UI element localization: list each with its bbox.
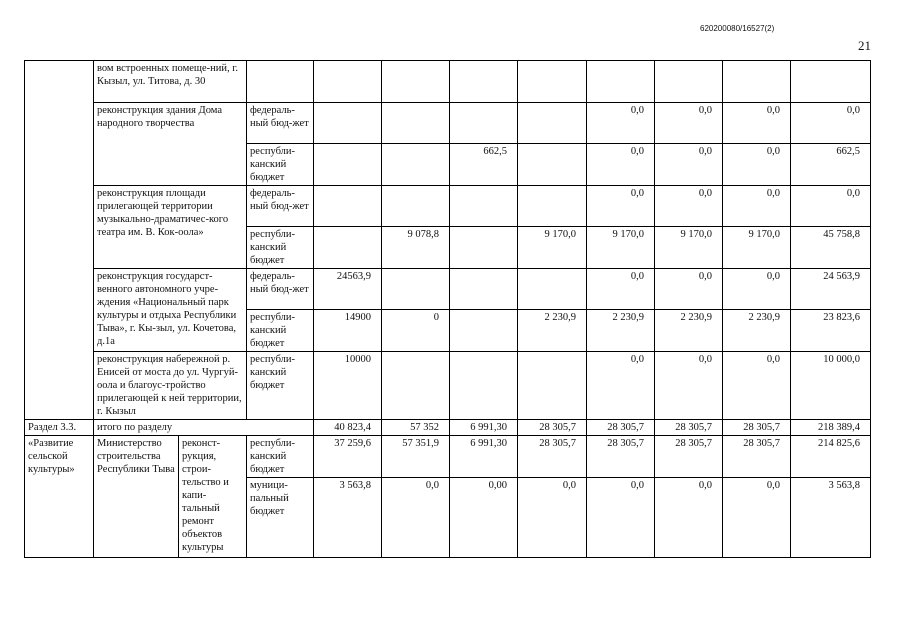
value-cell: 24563,9 [314, 269, 382, 310]
value-cell: 28 305,7 [587, 436, 655, 478]
funding-source: муници-пальный бюджет [247, 478, 314, 558]
value-cell [450, 103, 518, 144]
funding-source: федераль-ный бюд-жет [247, 103, 314, 144]
table-row [25, 436, 871, 478]
value-cell: 3 563,8 [314, 478, 382, 558]
value-cell [518, 144, 587, 186]
value-cell: 2 230,9 [518, 310, 587, 352]
funding-source: республи-канский бюджет [247, 144, 314, 186]
object-name: реконструкция государст-венного автономного учре-ждения «Национальный парк культуры и отдыха Республики Тыва», г. Кы-зыл, ул. Кочетова, д.1а [94, 269, 247, 352]
object-name: реконструкция здания Дома народного творчества [94, 103, 247, 186]
value-cell: 0,0 [587, 186, 655, 227]
value-cell: 9 078,8 [382, 227, 450, 269]
value-cell: 0,0 [655, 269, 723, 310]
value-cell: 0,0 [587, 352, 655, 420]
value-cell: 2 230,9 [587, 310, 655, 352]
value-cell [314, 227, 382, 269]
value-cell: 57 352 [382, 420, 450, 436]
funding-source: республи-канский бюджет [247, 310, 314, 352]
budget-table [24, 60, 871, 558]
value-cell [518, 269, 587, 310]
value-cell: 28 305,7 [655, 420, 723, 436]
value-cell: 0,0 [518, 478, 587, 558]
value-cell: 57 351,9 [382, 436, 450, 478]
value-cell: 0,0 [723, 103, 791, 144]
value-cell: 14900 [314, 310, 382, 352]
value-cell: 28 305,7 [587, 420, 655, 436]
page-number: 21 [858, 38, 871, 53]
value-cell: 0,0 [655, 103, 723, 144]
value-cell: 662,5 [791, 144, 871, 186]
section-cell-empty [25, 352, 94, 420]
value-cell: 3 563,8 [791, 478, 871, 558]
value-cell: 0,0 [587, 103, 655, 144]
object-name: реконструкция площади прилегающей территории музыкально-драматичес-кого театра им. В. Кок-оола» [94, 186, 247, 269]
action-name: реконст-рукция, строи-тельство и капи-тальный ремонт объектов культуры [179, 436, 247, 558]
value-cell: 2 230,9 [655, 310, 723, 352]
value-cell [450, 227, 518, 269]
table-row [25, 352, 871, 420]
value-cell: 0,0 [655, 186, 723, 227]
table-row [25, 103, 871, 144]
value-cell: 0,0 [723, 269, 791, 310]
value-cell [518, 186, 587, 227]
value-cell: 9 170,0 [518, 227, 587, 269]
funding-source [247, 61, 314, 103]
value-cell [450, 352, 518, 420]
funding-source: федераль-ный бюд-жет [247, 269, 314, 310]
object-name: реконструкция набережной р. Енисей от моста до ул. Чургуй-оола и благоус-тройство прилегающей к ней территории, г. Кызыл [94, 352, 247, 420]
section-name: «Развитие сельской культуры» [25, 436, 94, 558]
value-cell: 10000 [314, 352, 382, 420]
value-cell: 218 389,4 [791, 420, 871, 436]
value-cell [450, 269, 518, 310]
value-cell: 40 823,4 [314, 420, 382, 436]
value-cell: 28 305,7 [518, 420, 587, 436]
organization-name: Министерство строительства Республики Тыва [94, 436, 179, 558]
funding-source: республи-канский бюджет [247, 352, 314, 420]
value-cell: 0,0 [791, 103, 871, 144]
value-cell [450, 310, 518, 352]
value-cell: 45 758,8 [791, 227, 871, 269]
value-cell [382, 186, 450, 227]
value-cell [382, 269, 450, 310]
document-code: 620200080/16527(2) [700, 24, 775, 33]
value-cell: 0,0 [587, 144, 655, 186]
value-cell: 6 991,30 [450, 436, 518, 478]
value-cell: 0,0 [587, 269, 655, 310]
value-cell [382, 352, 450, 420]
value-cell [382, 103, 450, 144]
value-cell: 2 230,9 [723, 310, 791, 352]
total-row [25, 420, 871, 436]
funding-source: республи-канский бюджет [247, 227, 314, 269]
section-number: Раздел 3.3. [25, 420, 94, 436]
value-cell: 23 823,6 [791, 310, 871, 352]
funding-source: федераль-ный бюд-жет [247, 186, 314, 227]
value-cell: 662,5 [450, 144, 518, 186]
value-cell [518, 103, 587, 144]
value-cell: 0,0 [723, 144, 791, 186]
section-cell-empty [25, 61, 94, 352]
total-label: итого по разделу [94, 420, 314, 436]
value-cell: 0,0 [655, 478, 723, 558]
value-cell: 9 170,0 [587, 227, 655, 269]
object-name: вом встроенных помеще-ний, г. Кызыл, ул. Титова, д. 30 [94, 61, 247, 103]
table-row [25, 186, 871, 227]
value-cell: 28 305,7 [723, 436, 791, 478]
value-cell [314, 103, 382, 144]
value-cell: 0,0 [723, 352, 791, 420]
value-cell: 0,0 [655, 144, 723, 186]
value-cell: 28 305,7 [518, 436, 587, 478]
table-row [25, 61, 871, 103]
value-cell [518, 352, 587, 420]
value-cell: 0,0 [382, 478, 450, 558]
value-cell: 0,00 [450, 478, 518, 558]
value-cell: 9 170,0 [655, 227, 723, 269]
value-cell [450, 186, 518, 227]
value-cell: 0,0 [723, 478, 791, 558]
value-cell [382, 144, 450, 186]
value-cell: 9 170,0 [723, 227, 791, 269]
value-cell [314, 186, 382, 227]
value-cell: 10 000,0 [791, 352, 871, 420]
value-cell: 0,0 [587, 478, 655, 558]
funding-source: республи-канский бюджет [247, 436, 314, 478]
value-cell: 37 259,6 [314, 436, 382, 478]
value-cell: 24 563,9 [791, 269, 871, 310]
value-cell: 0,0 [723, 186, 791, 227]
value-cell: 0 [382, 310, 450, 352]
value-cell: 0,0 [791, 186, 871, 227]
value-cell: 28 305,7 [655, 436, 723, 478]
value-cell: 28 305,7 [723, 420, 791, 436]
table-row [25, 269, 871, 310]
value-cell: 214 825,6 [791, 436, 871, 478]
value-cell: 6 991,30 [450, 420, 518, 436]
value-cell [314, 144, 382, 186]
value-cell: 0,0 [655, 352, 723, 420]
